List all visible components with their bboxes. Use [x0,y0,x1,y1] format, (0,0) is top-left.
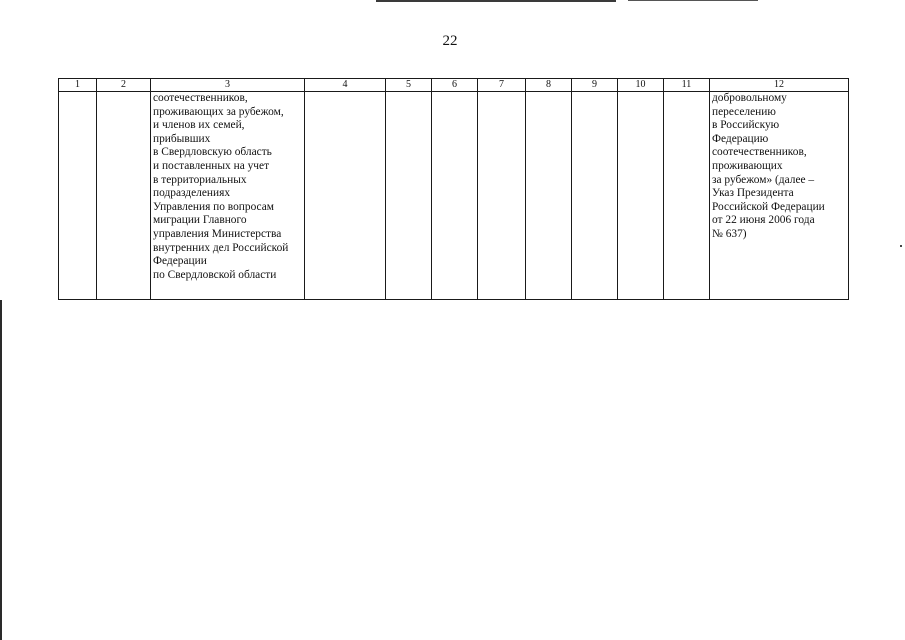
cell-col-12-line: добровольному [712,92,787,104]
scan-edge-top [376,0,616,2]
cell-col-4 [305,92,386,300]
cell-col-3-line: в Свердловскую область [153,146,272,159]
cell-col-12-text [710,92,848,244]
cell-col-12-line: № 637) [712,227,747,240]
cell-col-3-line: прибывших [153,132,211,145]
cell-col-3-line: подразделениях [153,187,231,200]
column-header-5: 5 [386,79,432,92]
column-header-7: 7 [478,79,526,92]
cell-col-12-line: Федерацию [712,132,769,145]
cell-col-3-line: и членов их семей, [153,119,245,132]
column-header-11: 11 [664,79,710,92]
cell-col-12-line: в Российскую [712,119,780,132]
document-table [58,78,849,300]
column-header-8: 8 [526,79,572,92]
cell-col-3-line: и поставленных на учет [153,159,270,172]
cell-col-3-line: Управления по вопросам [153,200,275,213]
column-header-6: 6 [432,79,478,92]
cell-col-12-line: за рубежом» (далее – [712,173,815,186]
column-header-4: 4 [305,79,386,92]
column-header-2: 2 [97,79,151,92]
cell-col-3-line: проживающих за рубежом, [153,105,284,118]
column-header-9: 9 [572,79,618,92]
cell-col-12-line: Российской Федерации [712,200,825,213]
cell-col-10 [618,92,664,300]
cell-col-12-line: Указ Президента [712,187,794,200]
cell-col-11 [664,92,710,300]
cell-col-3-line: в территориальных [153,173,247,186]
column-header-10: 10 [618,79,664,92]
cell-col-6 [432,92,478,300]
cell-col-12-line: соотечественников, [712,146,807,159]
cell-col-3-line: по Свердловской области [153,268,277,281]
cell-col-9 [572,92,618,300]
cell-col-3-line: миграции Главного [153,214,247,227]
cell-col-8 [526,92,572,300]
cell-col-2 [97,92,151,300]
cell-col-12 [710,92,849,300]
column-header-3: 3 [151,79,305,92]
cell-col-5 [386,92,432,300]
column-header-12: 12 [710,79,849,92]
scan-edge-top-right [628,0,758,1]
cell-col-3-line: соотечественников, [153,92,248,104]
cell-col-12-line: переселению [712,105,776,118]
scan-edge-left [0,300,2,640]
cell-col-3-text [151,92,304,284]
scan-speck [900,245,902,247]
cell-col-7 [478,92,526,300]
table-row [59,92,849,300]
column-header-1: 1 [59,79,97,92]
cell-col-12-line: проживающих [712,159,783,172]
cell-col-3 [151,92,305,300]
cell-col-12-line: от 22 июня 2006 года [712,214,815,227]
page-number: 22 [442,33,458,49]
header-row [59,79,849,92]
cell-col-3-line: управления Министерства [153,227,282,240]
cell-col-1 [59,92,97,300]
cell-col-3-line: Федерации [153,255,207,268]
cell-col-3-line: внутренних дел Российской [153,241,289,254]
